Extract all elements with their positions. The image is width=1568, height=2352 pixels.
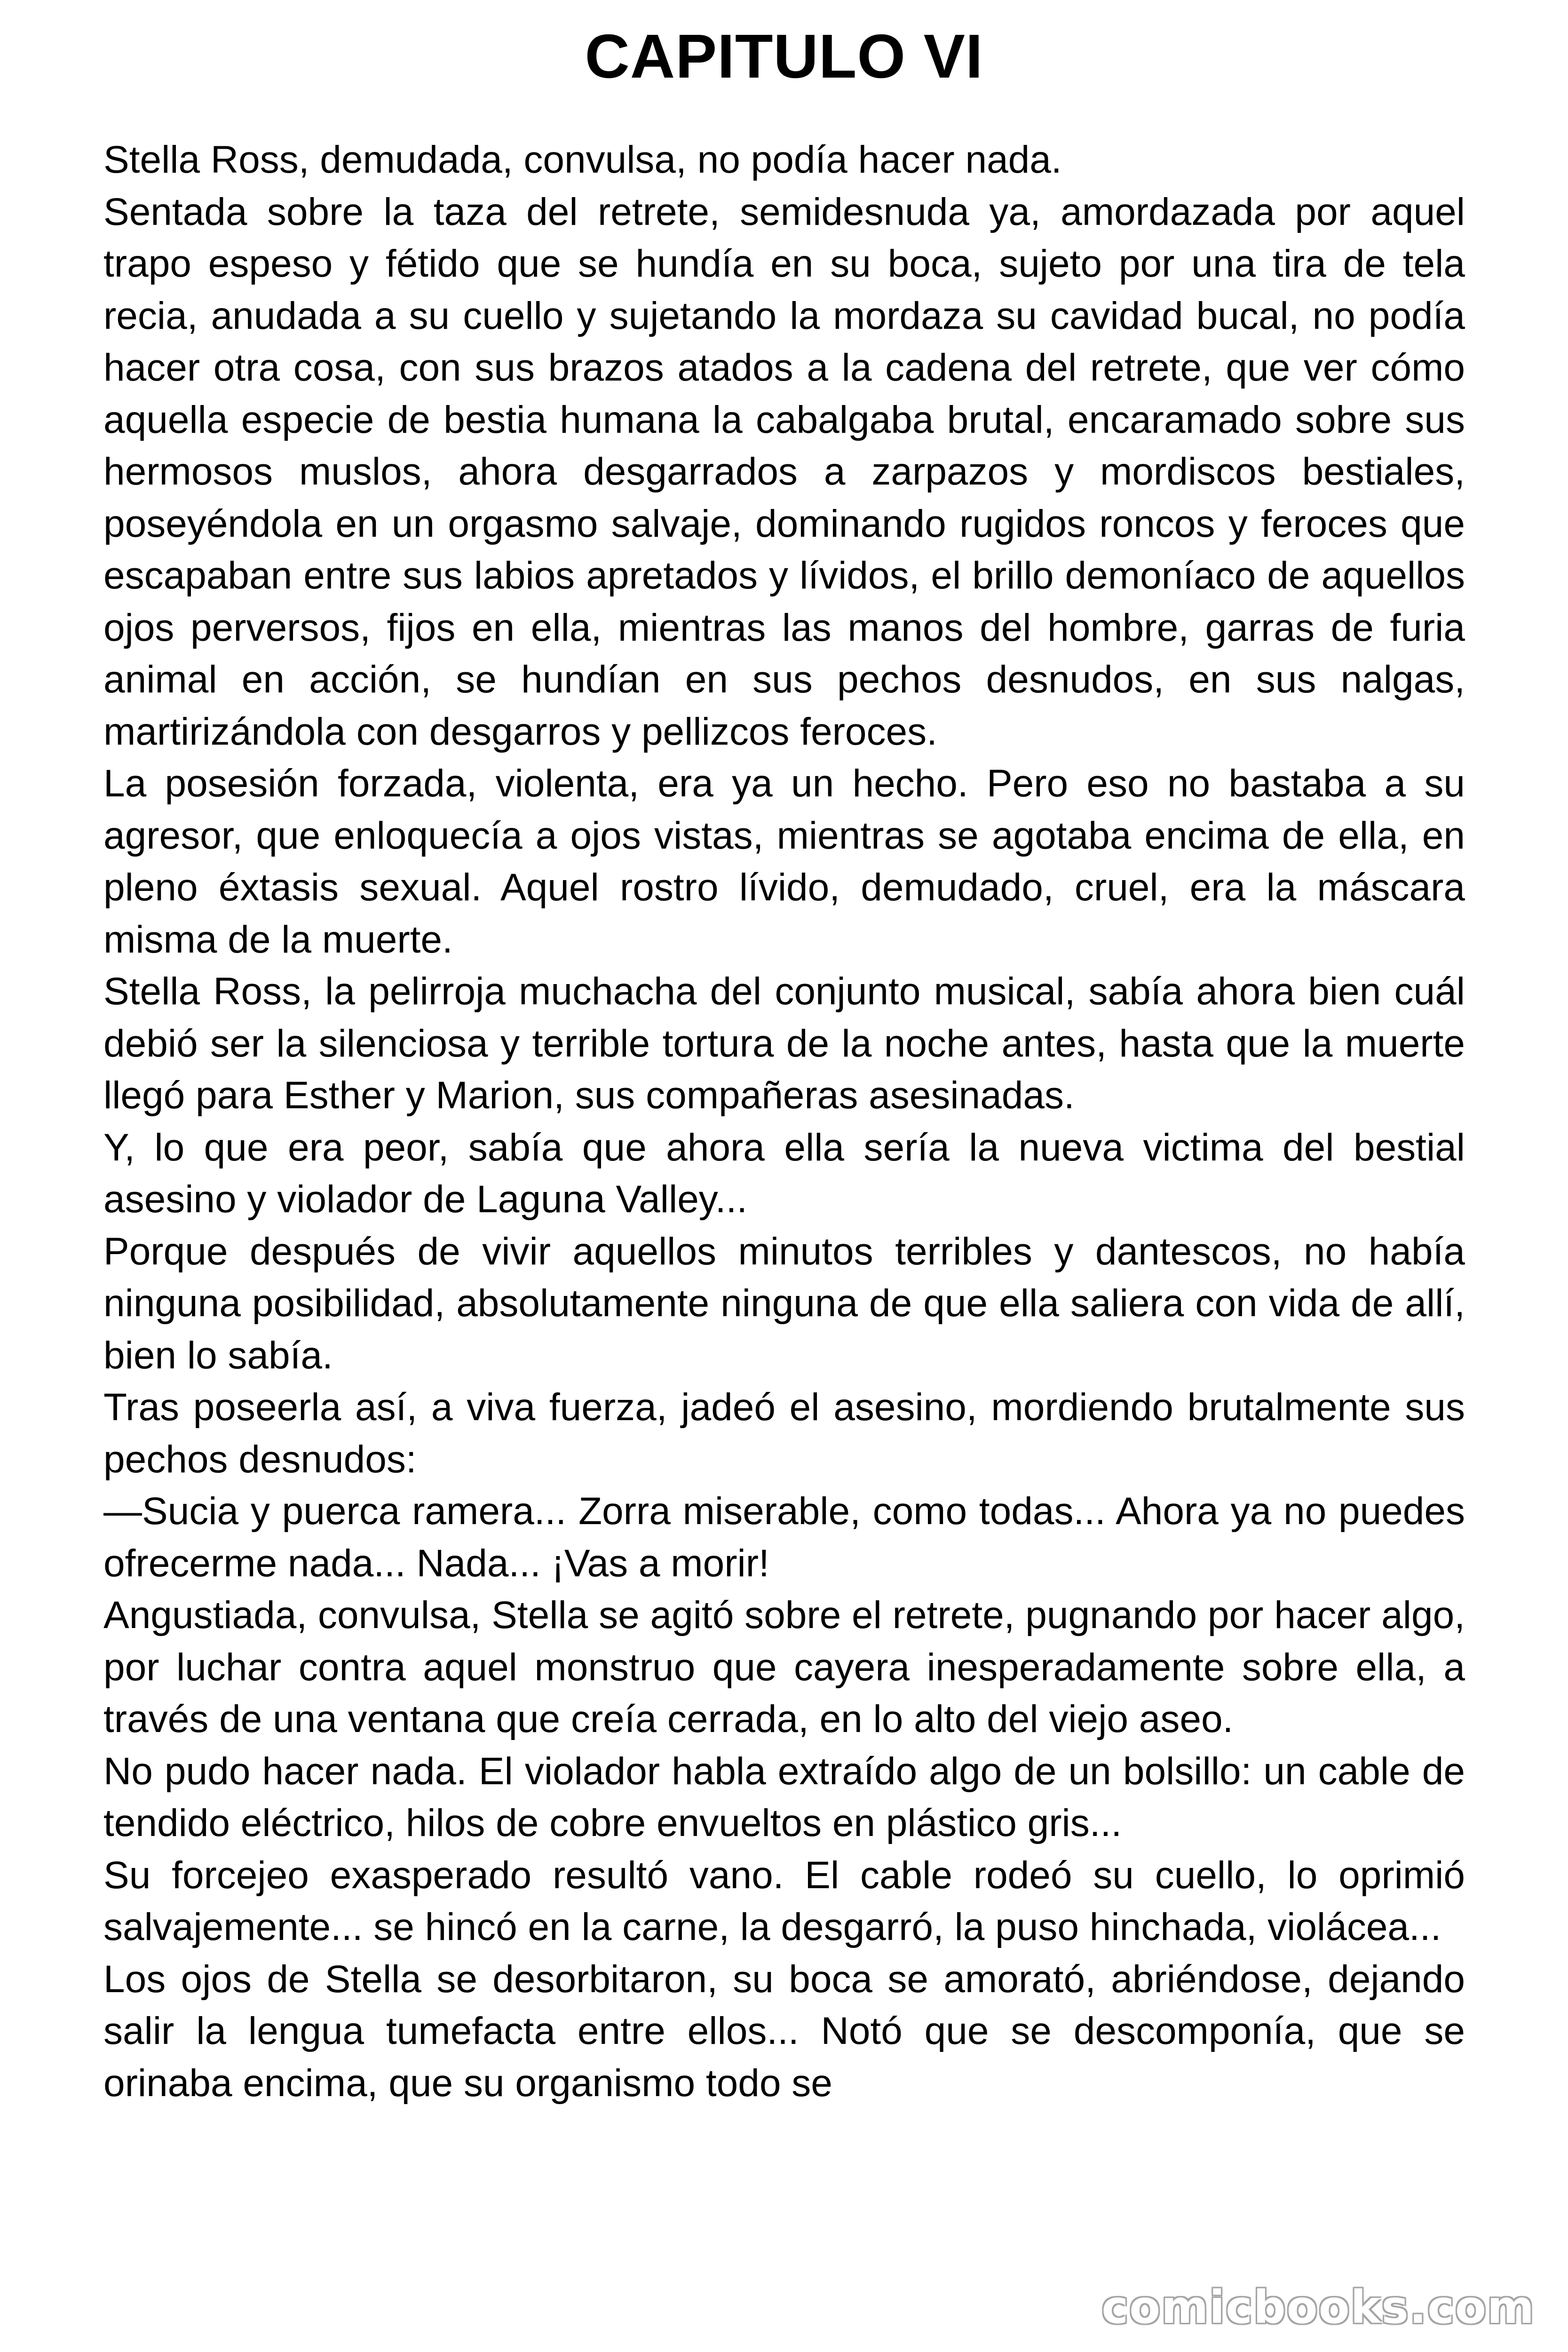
- paragraph: Stella Ross, demudada, convulsa, no podía hacer nada.: [103, 138, 1062, 181]
- paragraph: La posesión forzada, violenta, era ya un hecho. Pero eso no bastaba a su agresor, que enloquecía a ojos vistas, mientras se agotaba encima de ella, en pleno éxtasis sexual. Aquel rostro lívido, demudado, cruel, era la máscara misma de la muerte.: [103, 762, 1465, 961]
- paragraph: No pudo hacer nada. El violador habla extraído algo de un bolsillo: un cable de tendido eléctrico, hilos de cobre envueltos en plástico gris...: [103, 1749, 1465, 1844]
- paragraph: Su forcejeo exasperado resultó vano. El cable rodeó su cuello, lo oprimió salvajemente... se hincó en la carne, la desgarró, la puso hinchada, violácea...: [103, 1853, 1465, 1948]
- watermark: comicbooks.com: [1101, 2281, 1535, 2334]
- chapter-title: CAPITULO VI: [585, 22, 983, 91]
- paragraph: Angustiada, convulsa, Stella se agitó sobre el retrete, pugnando por hacer algo, por luchar contra aquel monstruo que cayera inesperadamente sobre ella, a través de una ventana que creía cerrada, en lo alto del viejo aseo.: [103, 1594, 1465, 1740]
- chapter-body: [103, 134, 1465, 2109]
- paragraph: Stella Ross, la pelirroja muchacha del conjunto musical, sabía ahora bien cuál debió ser la silenciosa y terrible tortura de la noche antes, hasta que la muerte llegó para Esther y Marion, sus compañeras asesinadas.: [103, 970, 1465, 1117]
- paragraph: Y, lo que era peor, sabía que ahora ella sería la nueva victima del bestial asesino y violador de Laguna Valley...: [103, 1126, 1465, 1221]
- paragraph: Tras poseerla así, a viva fuerza, jadeó el asesino, mordiendo brutalmente sus pechos desnudos:: [103, 1386, 1465, 1481]
- paragraph: Sentada sobre la taza del retrete, semidesnuda ya, amordazada por aquel trapo espeso y fétido que se hundía en su boca, sujeto por una tira de tela recia, anudada a su cuello y sujetando la mordaza su cavidad bucal, no podía hacer otra cosa, con sus brazos atados a la cadena del retrete, que ver cómo aquella especie de bestia humana la cabalgaba brutal, encaramado sobre sus hermosos muslos, ahora desgarrados a zarpazos y mordiscos bestiales, poseyéndola en un orgasmo salvaje, dominando rugidos roncos y feroces que escapaban entre sus labios apretados y lívidos, el brillo demoníaco de aquellos ojos perversos, fijos en ella, mientras las manos del hombre, garras de furia animal en acción, se hundían en sus pechos desnudos, en sus nalgas, martirizándola con desgarros y pellizcos feroces.: [103, 190, 1465, 753]
- paragraph: Porque después de vivir aquellos minutos terribles y dantescos, no había ninguna posibilidad, absolutamente ninguna de que ella saliera con vida de allí, bien lo sabía.: [103, 1230, 1465, 1377]
- paragraph: Los ojos de Stella se desorbitaron, su boca se amorató, abriéndose, dejando salir la lengua tumefacta entre ellos... Notó que se descomponía, que se orinaba encima, que su organismo todo se: [103, 1957, 1465, 2105]
- paragraph: —Sucia y puerca ramera... Zorra miserable, como todas... Ahora ya no puedes ofrecerme nada... Nada... ¡Vas a morir!: [103, 1490, 1465, 1585]
